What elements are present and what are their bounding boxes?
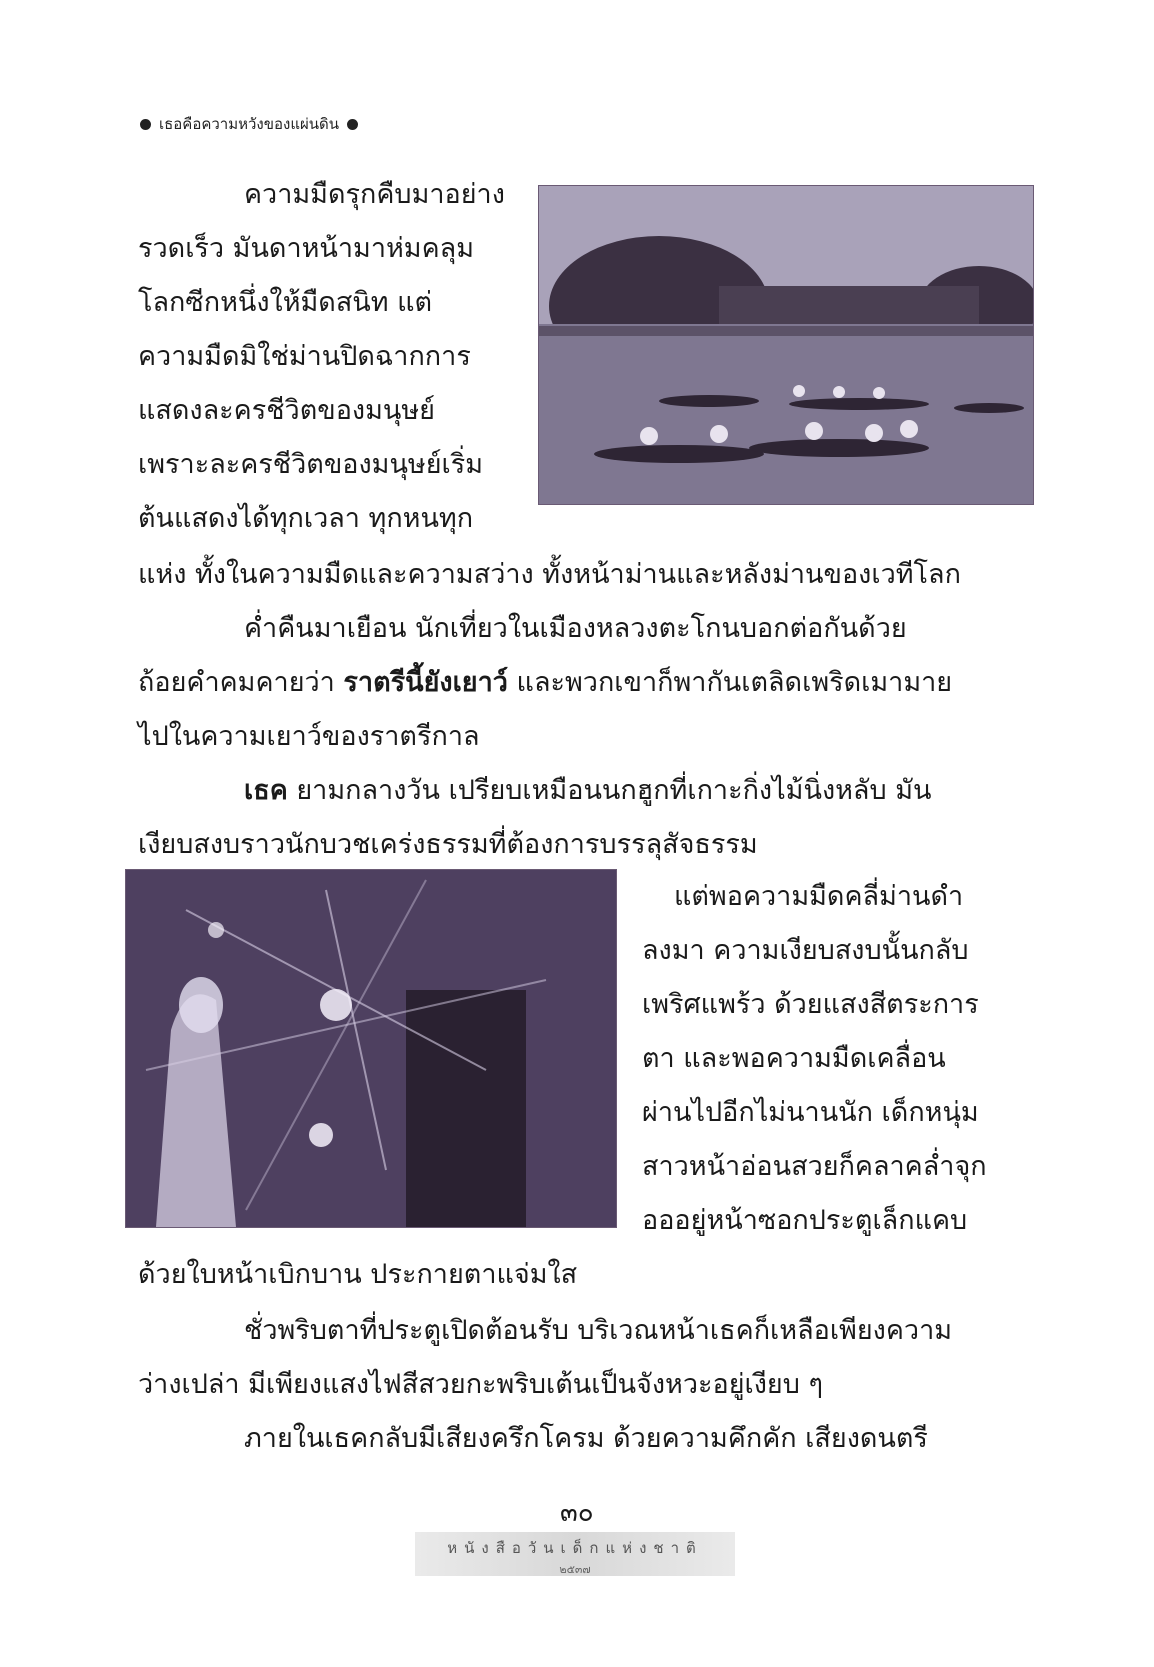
- text-line: ลงมา ความเงียบสงบนั้นกลับ: [642, 935, 969, 966]
- bullet-icon: [140, 119, 151, 130]
- text-line: ความมืดรุกคืบมาอย่าง: [244, 179, 505, 210]
- text-line: ชั่วพริบตาที่ประตูเปิดต้อนรับ บริเวณหน้าเธคก็เหลือเพียงความ: [244, 1315, 953, 1346]
- footer-subtitle: ๒๕๓๗: [559, 1563, 591, 1576]
- text-line: ว่างเปล่า มีเพียงแสงไฟสีสวยกะพริบเต้นเป็นจังหวะอยู่เงียบ ๆ: [138, 1369, 823, 1400]
- running-header: [140, 112, 358, 136]
- text-line: ไปในความเยาว์ของราตรีกาล: [138, 721, 480, 752]
- text-line: แสดงละครชีวิตของมนุษย์: [138, 395, 435, 426]
- text-line: ต้นแสดงได้ทุกเวลา ทุกหนทุก: [138, 503, 474, 534]
- text-line: ด้วยใบหน้าเบิกบาน ประกายตาแจ่มใส: [138, 1259, 578, 1290]
- text-segment: ยามกลางวัน เปรียบเหมือนนกฮูกที่เกาะกิ่งไม้นิ่งหลับ มัน: [287, 775, 932, 806]
- photo-boats-illustration: [539, 186, 1033, 504]
- text-line: ตา และพอความมืดเคลื่อน: [642, 1043, 946, 1074]
- text-line: [138, 666, 952, 700]
- text-line: เงียบสงบราวนักบวชเคร่งธรรมที่ต้องการบรรลุสัจธรรม: [138, 829, 758, 860]
- photo-discotheque: [125, 869, 617, 1228]
- footer-title: หนังสือวันเด็กแห่งชาติ: [447, 1539, 703, 1557]
- photo-boats-on-river: [538, 185, 1034, 505]
- text-line: โลกซีกหนึ่งให้มืดสนิท แต่: [138, 287, 433, 318]
- photo-disco-illustration: [126, 870, 616, 1227]
- text-line: สาวหน้าอ่อนสวยก็คลาคล่ำจุก: [642, 1151, 987, 1182]
- text-segment: ถ้อยคำคมคายว่า: [138, 667, 344, 698]
- text-line: แห่ง ทั้งในความมืดและความสว่าง ทั้งหน้าม่านและหลังม่านของเวทีโลก: [138, 559, 961, 590]
- emphasis-word: เธค: [244, 775, 288, 806]
- emphasis-phrase: ราตรีนี้ยังเยาว์: [343, 667, 508, 698]
- text-line: รวดเร็ว มันดาหน้ามาห่มคลุม: [138, 233, 474, 264]
- text-line: [244, 774, 931, 808]
- text-line: ภายในเธคกลับมีเสียงครึกโครม ด้วยความคึกคัก เสียงดนตรี: [244, 1423, 928, 1454]
- text-segment: และพวกเขาก็พากันเตลิดเพริดเมามาย: [507, 667, 953, 698]
- text-line: ผ่านไปอีกไม่นานนัก เด็กหนุ่ม: [642, 1097, 979, 1128]
- text-line: แต่พอความมืดคลี่ม่านดำ: [674, 881, 964, 912]
- text-line: อออยู่หน้าซอกประตูเล็กแคบ: [642, 1205, 968, 1236]
- text-line: ค่ำคืนมาเยือน นักเที่ยวในเมืองหลวงตะโกนบอกต่อกันด้วย: [244, 613, 907, 644]
- text-line: เพริศแพร้ว ด้วยแสงสีตระการ: [642, 989, 979, 1020]
- footer-banner: [415, 1532, 735, 1576]
- text-line: เพราะละครชีวิตของมนุษย์เริ่ม: [138, 449, 484, 480]
- text-line: ความมืดมิใช่ม่านปิดฉากการ: [138, 341, 471, 372]
- bullet-icon: [347, 119, 358, 130]
- page-number: ๓๐: [560, 1498, 594, 1528]
- header-title: เธอคือความหวังของแผ่นดิน: [159, 115, 340, 133]
